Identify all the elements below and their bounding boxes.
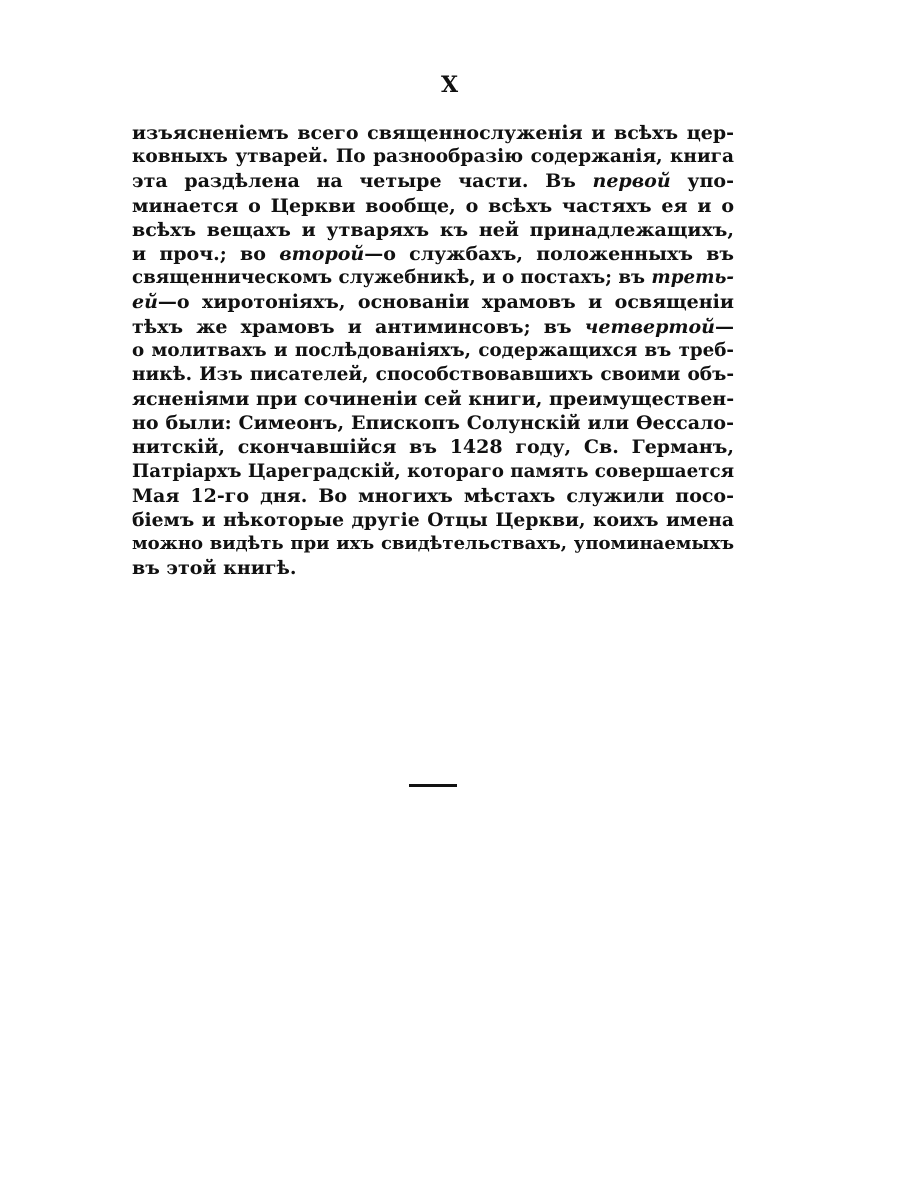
text-line: тѣхъ же храмовъ и антиминсовъ; въ четвертой— [132,315,734,338]
emphasis-fourth: четвертой [584,315,715,338]
text-line: изъясненіемъ всего священнослуженія и всѣхъ цер- [132,122,734,144]
text-line: въ этой книгѣ. [132,557,297,580]
text-line: минается о Церкви вообще, о всѣхъ частяхъ ея и о [132,194,734,217]
text-line: Мая 12-го дня. Во многихъ мѣстахъ служили посо- [132,484,734,507]
text-line: можно видѣть при ихъ свидѣтельствахъ, упоминаемыхъ [132,533,734,555]
emphasis-third: треть- [651,267,734,289]
text-line: эта раздѣлена на четыре части. Въ первой упо- [132,170,734,193]
text-line: всѣхъ вещахъ и утваряхъ къ ней принадлежащихъ, [132,218,734,241]
text-line: ковныхъ утварей. По разнообразію содержанія, книга [132,146,734,168]
text-line: біемъ и нѣкоторые другіе Отцы Церкви, коихъ имена [132,509,734,531]
text-line: никѣ. Изъ писателей, способствовавшихъ своими объ- [132,363,734,385]
text-line: священническомъ служебникѣ, и о постахъ; въ треть- [132,267,734,289]
emphasis-third-continued: ей [132,291,158,314]
text-line: и проч.; во второй—о службахъ, положенныхъ въ [132,242,734,265]
body-text [132,121,734,581]
end-rule-divider [409,784,457,787]
text-line: нитскій, скончавшійся въ 1428 году, Св. Германъ, [132,436,734,459]
text-line: ясненіями при сочиненіи сей книги, преимуществен- [132,388,735,411]
page-number: X [440,72,460,98]
text-line: ей—о хиротоніяхъ, основаніи храмовъ и освященіи [132,291,734,314]
text-line: о молитвахъ и послѣдованіяхъ, содержащихся въ треб- [132,339,734,361]
emphasis-second: второй [279,242,365,265]
text-line: Патріархъ Цареградскій, котораго память совершается [132,460,735,482]
emphasis-first: первой [592,170,671,193]
text-line: но были: Симеонъ, Епископъ Солунскій или Ѳессало- [132,412,734,435]
